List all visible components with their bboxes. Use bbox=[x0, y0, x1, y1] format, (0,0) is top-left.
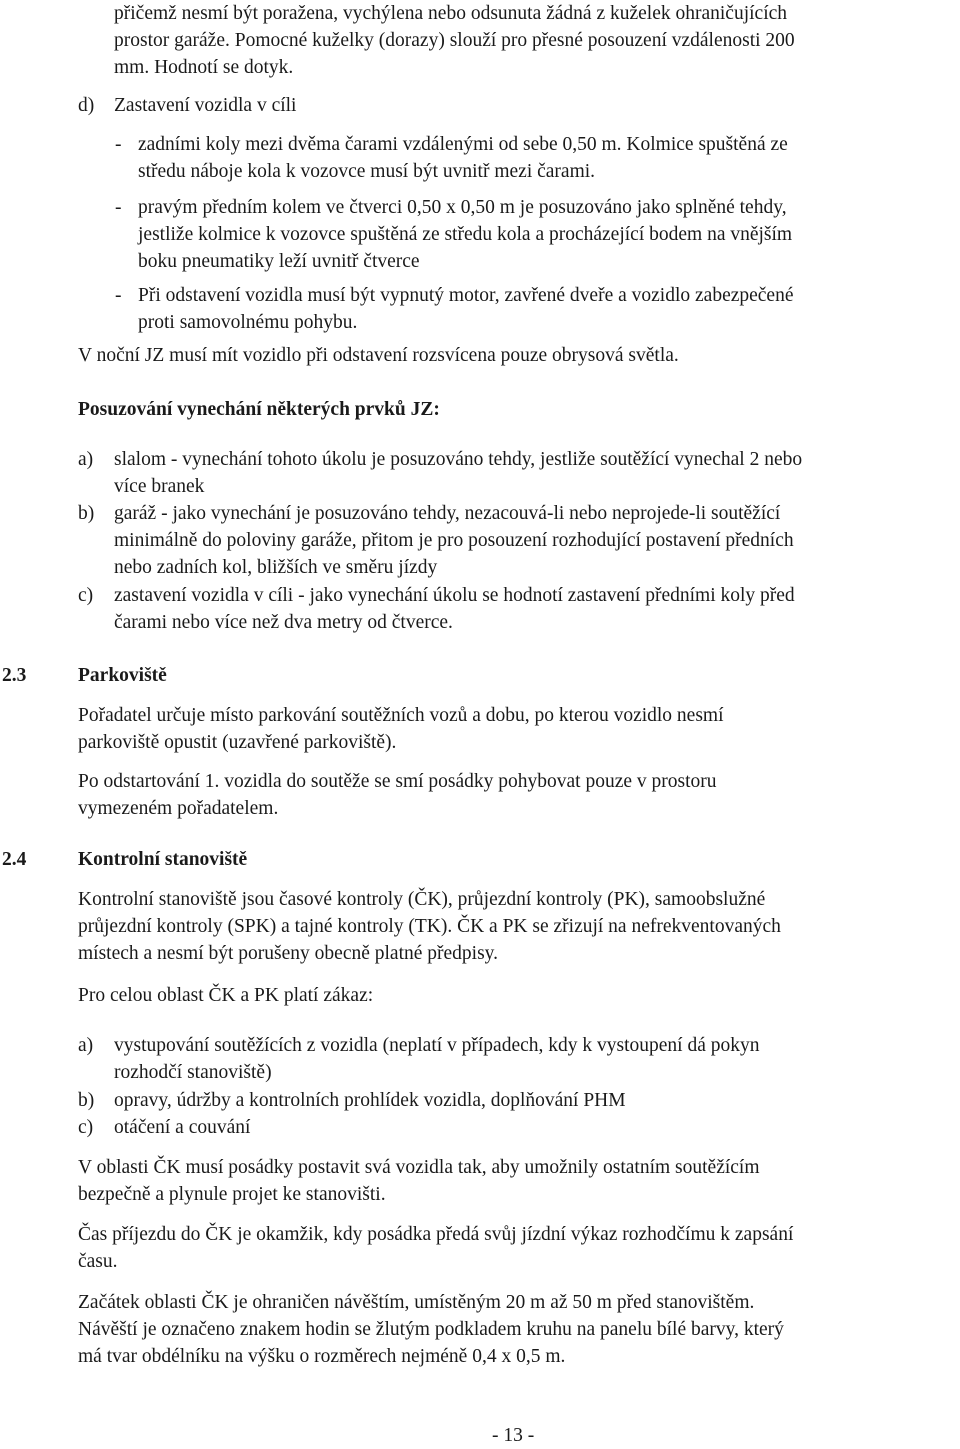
intro-line-3: mm. Hodnotí se dotyk. bbox=[114, 57, 294, 78]
s23-p2-line-1: Po odstartování 1. vozidla do soutěže se smí posádky pohybovat pouze v prostoru bbox=[78, 771, 717, 792]
s24-p4-line-1: Čas příjezdu do ČK je okamžik, kdy posádka předá svůj jízdní výkaz rozhodčímu k zapsání bbox=[78, 1224, 794, 1245]
stop-bullet-1-line-1: zadními koly mezi dvěma čarami vzdálenými od sebe 0,50 m. Kolmice spuštěná ze bbox=[138, 134, 788, 155]
stop-bullet-3-line-2: proti samovolnému pohybu. bbox=[138, 312, 358, 333]
prohibition-a-line-2: rozhodčí stanoviště) bbox=[114, 1062, 272, 1083]
section-2-3-number: 2.3 bbox=[2, 665, 27, 686]
prohibition-marker-a: a) bbox=[78, 1035, 94, 1056]
night-rule: V noční JZ musí mít vozidlo při odstavení rozsvícena pouze obrysová světla. bbox=[78, 345, 679, 366]
s24-p1-line-2: průjezdní kontroly (SPK) a tajné kontroly (TK). ČK a PK se zřizují na nefrekventovaných bbox=[78, 916, 781, 937]
omission-marker-b: b) bbox=[78, 503, 95, 524]
prohibition-marker-b: b) bbox=[78, 1090, 95, 1111]
omission-b-line-2: minimálně do poloviny garáže, přitom je pro posouzení rozhodující postavení předních bbox=[114, 530, 794, 551]
s24-p1-line-1: Kontrolní stanoviště jsou časové kontroly (ČK), průjezdní kontroly (PK), samoobslužné bbox=[78, 889, 766, 910]
bullet-dash: - bbox=[115, 134, 122, 155]
omission-a-line-1: slalom - vynechání tohoto úkolu je posuzováno tehdy, jestliže soutěžící vynechal 2 nebo bbox=[114, 449, 803, 470]
prohibition-b-line-1: opravy, údržby a kontrolních prohlídek vozidla, doplňování PHM bbox=[114, 1090, 626, 1111]
section-2-4-number: 2.4 bbox=[2, 849, 27, 870]
omission-b-line-1: garáž - jako vynechání je posuzováno tehdy, nezacouvá-li nebo neprojede-li soutěžící bbox=[114, 503, 781, 524]
stop-bullet-1-line-2: středu náboje kola k vozovce musí být uvnitř mezi čarami. bbox=[138, 161, 596, 182]
s24-p2: Pro celou oblast ČK a PK platí zákaz: bbox=[78, 985, 374, 1006]
prohibition-a-line-1: vystupování soutěžících z vozidla (neplatí v případech, kdy k vystoupení dá pokyn bbox=[114, 1035, 760, 1056]
omission-c-line-1: zastavení vozidla v cíli - jako vynechání úkolu se hodnotí zastavení předními koly před bbox=[114, 585, 795, 606]
omission-c-line-2: čarami nebo více než dva metry od čtverce. bbox=[114, 612, 453, 633]
s24-p5-line-1: Začátek oblasti ČK je ohraničen návěštím, umístěným 20 m až 50 m před stanovištěm. bbox=[78, 1292, 755, 1313]
intro-line-2: prostor garáže. Pomocné kuželky (dorazy) slouží pro přesné posouzení vzdálenosti 200 bbox=[114, 30, 795, 51]
s24-p4-line-2: času. bbox=[78, 1251, 118, 1272]
intro-line-1: přičemž nesmí být poražena, vychýlena nebo odsunuta žádná z kuželek ohraničujících bbox=[114, 3, 788, 24]
bullet-dash: - bbox=[115, 285, 122, 306]
omission-a-line-2: více branek bbox=[114, 476, 205, 497]
stop-marker: d) bbox=[78, 95, 95, 116]
stop-bullet-2-line-1: pravým předním kolem ve čtverci 0,50 x 0,50 m je posuzováno jako splněné tehdy, bbox=[138, 197, 787, 218]
prohibition-marker-c: c) bbox=[78, 1117, 94, 1138]
omission-heading: Posuzování vynechání některých prvků JZ: bbox=[78, 399, 440, 420]
stop-title: Zastavení vozidla v cíli bbox=[114, 95, 297, 116]
omission-marker-a: a) bbox=[78, 449, 94, 470]
s24-p5-line-2: Návěští je označeno znakem hodin se žlutým podkladem kruhu na panelu bílé barvy, který bbox=[78, 1319, 784, 1340]
s24-p1-line-3: místech a nesmí být porušeny obecně platné předpisy. bbox=[78, 943, 499, 964]
stop-bullet-2-line-2: jestliže kolmice k vozovce spuštěná ze středu kola a procházející bodem na vnějším bbox=[138, 224, 793, 245]
section-2-3-title: Parkoviště bbox=[78, 665, 167, 686]
prohibition-c-line-1: otáčení a couvání bbox=[114, 1117, 251, 1138]
s23-p1-line-2: parkoviště opustit (uzavřené parkoviště). bbox=[78, 732, 397, 753]
omission-b-line-3: nebo zadních kol, bližších ve směru jízdy bbox=[114, 557, 438, 578]
bullet-dash: - bbox=[115, 197, 122, 218]
stop-bullet-3-line-1: Při odstavení vozidla musí být vypnutý motor, zavřené dveře a vozidlo zabezpečené bbox=[138, 285, 794, 306]
page-number: - 13 - bbox=[492, 1425, 535, 1446]
s24-p5-line-3: má tvar obdélníku na výšku o rozměrech nejméně 0,4 x 0,5 m. bbox=[78, 1346, 566, 1367]
section-2-4-title: Kontrolní stanoviště bbox=[78, 849, 248, 870]
omission-marker-c: c) bbox=[78, 585, 94, 606]
s24-p3-line-2: bezpečně a plynule projet ke stanovišti. bbox=[78, 1184, 386, 1205]
stop-bullet-2-line-3: boku pneumatiky leží uvnitř čtverce bbox=[138, 251, 420, 272]
s23-p2-line-2: vymezeném pořadatelem. bbox=[78, 798, 279, 819]
s24-p3-line-1: V oblasti ČK musí posádky postavit svá vozidla tak, aby umožnily ostatním soutěžícím bbox=[78, 1157, 760, 1178]
s23-p1-line-1: Pořadatel určuje místo parkování soutěžních vozů a dobu, po kterou vozidlo nesmí bbox=[78, 705, 724, 726]
